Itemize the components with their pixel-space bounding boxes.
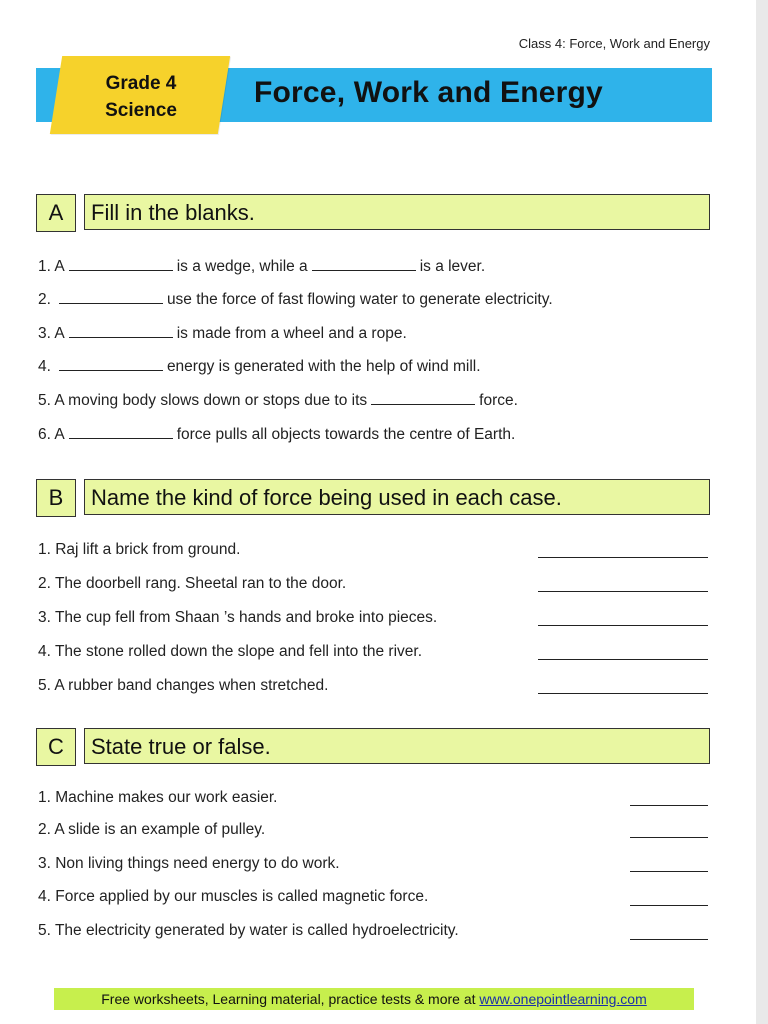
section-b-header <box>36 479 712 517</box>
section-a-title: Fill in the blanks. <box>84 194 710 230</box>
section-c-title: State true or false. <box>84 728 710 764</box>
item-text: 4. <box>38 358 51 375</box>
item-text: force. <box>479 392 518 409</box>
fill-blank-item-5 <box>38 392 518 410</box>
force-kind-item-3: 3. The cup fell from Shaan ’s hands and broke into pieces. <box>38 609 438 626</box>
grade-label <box>74 70 208 124</box>
footer-link[interactable]: www.onepointlearning.com <box>479 991 647 1007</box>
answer-line[interactable] <box>630 836 708 838</box>
true-false-item-5: 5. The electricity generated by water is called hydroelectricity. <box>38 922 459 939</box>
footer-text: Free worksheets, Learning material, practice tests & more at <box>101 991 476 1007</box>
answer-line[interactable] <box>630 870 708 872</box>
true-false-item-3: 3. Non living things need energy to do work. <box>38 855 340 872</box>
footer-bar <box>54 988 694 1010</box>
answer-line[interactable] <box>538 624 708 626</box>
section-a-header <box>36 194 712 232</box>
section-b-letter: B <box>36 479 76 517</box>
answer-line[interactable] <box>538 556 708 558</box>
section-c-letter: C <box>36 728 76 766</box>
fill-blank-item-2 <box>38 291 553 309</box>
section-c-header <box>36 728 712 766</box>
item-text: is made from a wheel and a rope. <box>176 325 407 342</box>
true-false-item-1: 1. Machine makes our work easier. <box>38 789 278 806</box>
answer-blank[interactable] <box>69 258 173 271</box>
item-text: force pulls all objects towards the centre of Earth. <box>176 426 516 443</box>
item-text: 6. A <box>38 426 65 443</box>
answer-line[interactable] <box>538 590 708 592</box>
fill-blank-item-1 <box>38 258 485 276</box>
answer-line[interactable] <box>630 938 708 940</box>
answer-blank[interactable] <box>69 325 173 338</box>
class-label: Class 4: Force, Work and Energy <box>518 36 710 51</box>
item-text: 1. A <box>38 258 65 275</box>
answer-blank[interactable] <box>312 258 416 271</box>
force-kind-item-4: 4. The stone rolled down the slope and fell into the river. <box>38 643 423 660</box>
page-edge-strip <box>756 0 768 1024</box>
item-text: 3. A <box>38 325 65 342</box>
item-text: use the force of fast flowing water to generate electricity. <box>166 291 553 308</box>
subject-text: Science <box>105 100 177 121</box>
item-text: is a wedge, while a <box>176 258 308 275</box>
true-false-item-4: 4. Force applied by our muscles is called magnetic force. <box>38 888 429 905</box>
answer-blank[interactable] <box>371 392 475 405</box>
grade-text: Grade 4 <box>105 73 177 94</box>
item-text: 2. <box>38 291 51 308</box>
page-title: Force, Work and Energy <box>254 76 603 109</box>
force-kind-item-2: 2. The doorbell rang. Sheetal ran to the door. <box>38 575 347 592</box>
answer-line[interactable] <box>538 692 708 694</box>
force-kind-item-5: 5. A rubber band changes when stretched. <box>38 677 329 694</box>
answer-line[interactable] <box>630 804 708 806</box>
item-text: energy is generated with the help of wind mill. <box>166 358 481 375</box>
answer-blank[interactable] <box>69 426 173 439</box>
item-text: is a lever. <box>419 258 486 275</box>
force-kind-item-1: 1. Raj lift a brick from ground. <box>38 541 241 558</box>
answer-blank[interactable] <box>59 291 163 304</box>
section-a-letter: A <box>36 194 76 232</box>
answer-blank[interactable] <box>59 358 163 371</box>
section-b-title: Name the kind of force being used in each case. <box>84 479 710 515</box>
fill-blank-item-3 <box>38 325 407 343</box>
true-false-item-2: 2. A slide is an example of pulley. <box>38 821 266 838</box>
fill-blank-item-6 <box>38 426 515 444</box>
answer-line[interactable] <box>630 904 708 906</box>
answer-line[interactable] <box>538 658 708 660</box>
fill-blank-item-4 <box>38 358 481 376</box>
item-text: 5. A moving body slows down or stops due to its <box>38 392 368 409</box>
